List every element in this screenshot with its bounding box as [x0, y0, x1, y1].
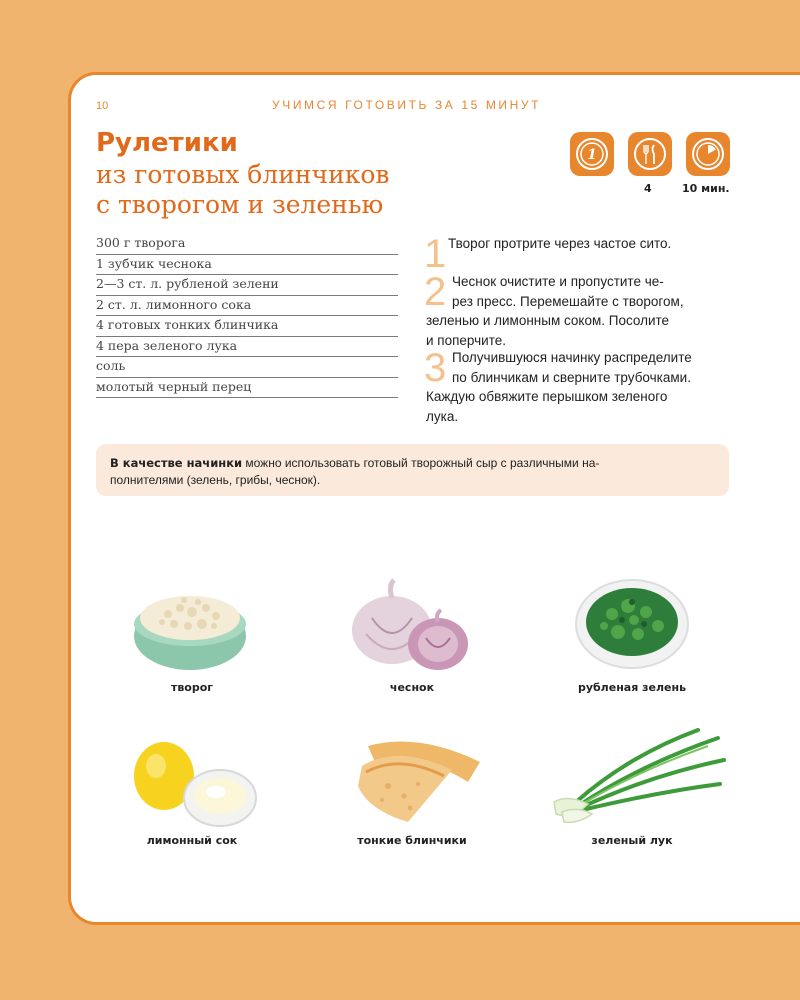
- ingredient-item: 4 пера зеленого лука: [96, 337, 398, 358]
- clock-icon: [691, 137, 725, 171]
- recipe-title: Рулетики: [96, 128, 238, 158]
- servings-value: 4: [644, 182, 652, 195]
- lemon-juice-photo: [128, 738, 260, 830]
- step-line: Каждую обвяжите перышком зеленого: [426, 389, 668, 405]
- ingredient-item: 300 г творога: [96, 234, 398, 255]
- tip-text: можно использовать готовый творожный сыр с различными на-: [242, 456, 600, 470]
- step-number: 1: [424, 232, 447, 276]
- ingredient-item: соль: [96, 357, 398, 378]
- photo-caption: чеснок: [389, 681, 435, 694]
- photo-caption: тонкие блинчики: [357, 834, 467, 847]
- photo-caption: рубленая зелень: [577, 681, 687, 694]
- step-number: 2: [424, 270, 447, 314]
- servings-badge: [628, 132, 672, 176]
- step-text: [426, 348, 692, 426]
- page-number: 10: [96, 100, 109, 112]
- cottage-cheese-photo: [128, 578, 252, 674]
- garlic-photo: [346, 578, 474, 674]
- tip-box: [96, 444, 729, 496]
- difficulty-badge: [570, 132, 614, 176]
- step-number: 3: [424, 346, 447, 390]
- photo-caption: творог: [170, 681, 214, 694]
- step-line: лука.: [426, 408, 459, 424]
- step-text: [426, 272, 684, 350]
- difficulty-icon: [575, 137, 609, 171]
- ingredient-item: 2—3 ст. л. рубленой зелени: [96, 275, 398, 296]
- tip-line-1: [110, 455, 715, 472]
- tip-bold: В качестве начинки: [110, 456, 243, 470]
- step-line: Получившуюся начинку распределите: [452, 350, 692, 365]
- running-header: УЧИМСЯ ГОТОВИТЬ ЗА 15 МИНУТ: [272, 98, 542, 112]
- ingredient-item: 4 готовых тонких блинчика: [96, 316, 398, 337]
- green-onion-photo: [548, 726, 728, 826]
- photo-caption: лимонный сок: [146, 834, 238, 847]
- time-badge: [686, 132, 730, 176]
- step-line: по блинчикам и сверните трубочками.: [452, 369, 691, 385]
- thin-pancakes-photo: [348, 726, 488, 826]
- step-line: зеленью и лимонным соком. Посолите: [426, 313, 670, 329]
- step-line: Чеснок очистите и пропустите че-: [452, 274, 664, 289]
- recipe-subtitle-line-1: из готовых блинчиков: [96, 160, 390, 189]
- ingredients-list: [96, 234, 398, 398]
- tip-line-2: полнителями (зелень, грибы, чеснок).: [110, 473, 321, 487]
- difficulty-level: 1: [587, 147, 597, 163]
- ingredient-item: 2 ст. л. лимонного сока: [96, 296, 398, 317]
- ingredient-item: молотый черный перец: [96, 378, 398, 399]
- time-value: 10 мин.: [682, 182, 730, 195]
- step-line: Творог протрите через частое сито.: [448, 236, 672, 251]
- servings-icon: [633, 137, 667, 171]
- step-line: рез пресс. Перемешайте с творогом,: [452, 293, 684, 309]
- chopped-herbs-photo: [574, 574, 690, 670]
- ingredient-item: 1 зубчик чеснока: [96, 255, 398, 276]
- photo-caption: зеленый лук: [591, 834, 673, 847]
- recipe-subtitle-line-2: с творогом и зеленью: [96, 190, 384, 219]
- step-line: и поперчите.: [426, 332, 507, 348]
- step-text: [448, 234, 671, 254]
